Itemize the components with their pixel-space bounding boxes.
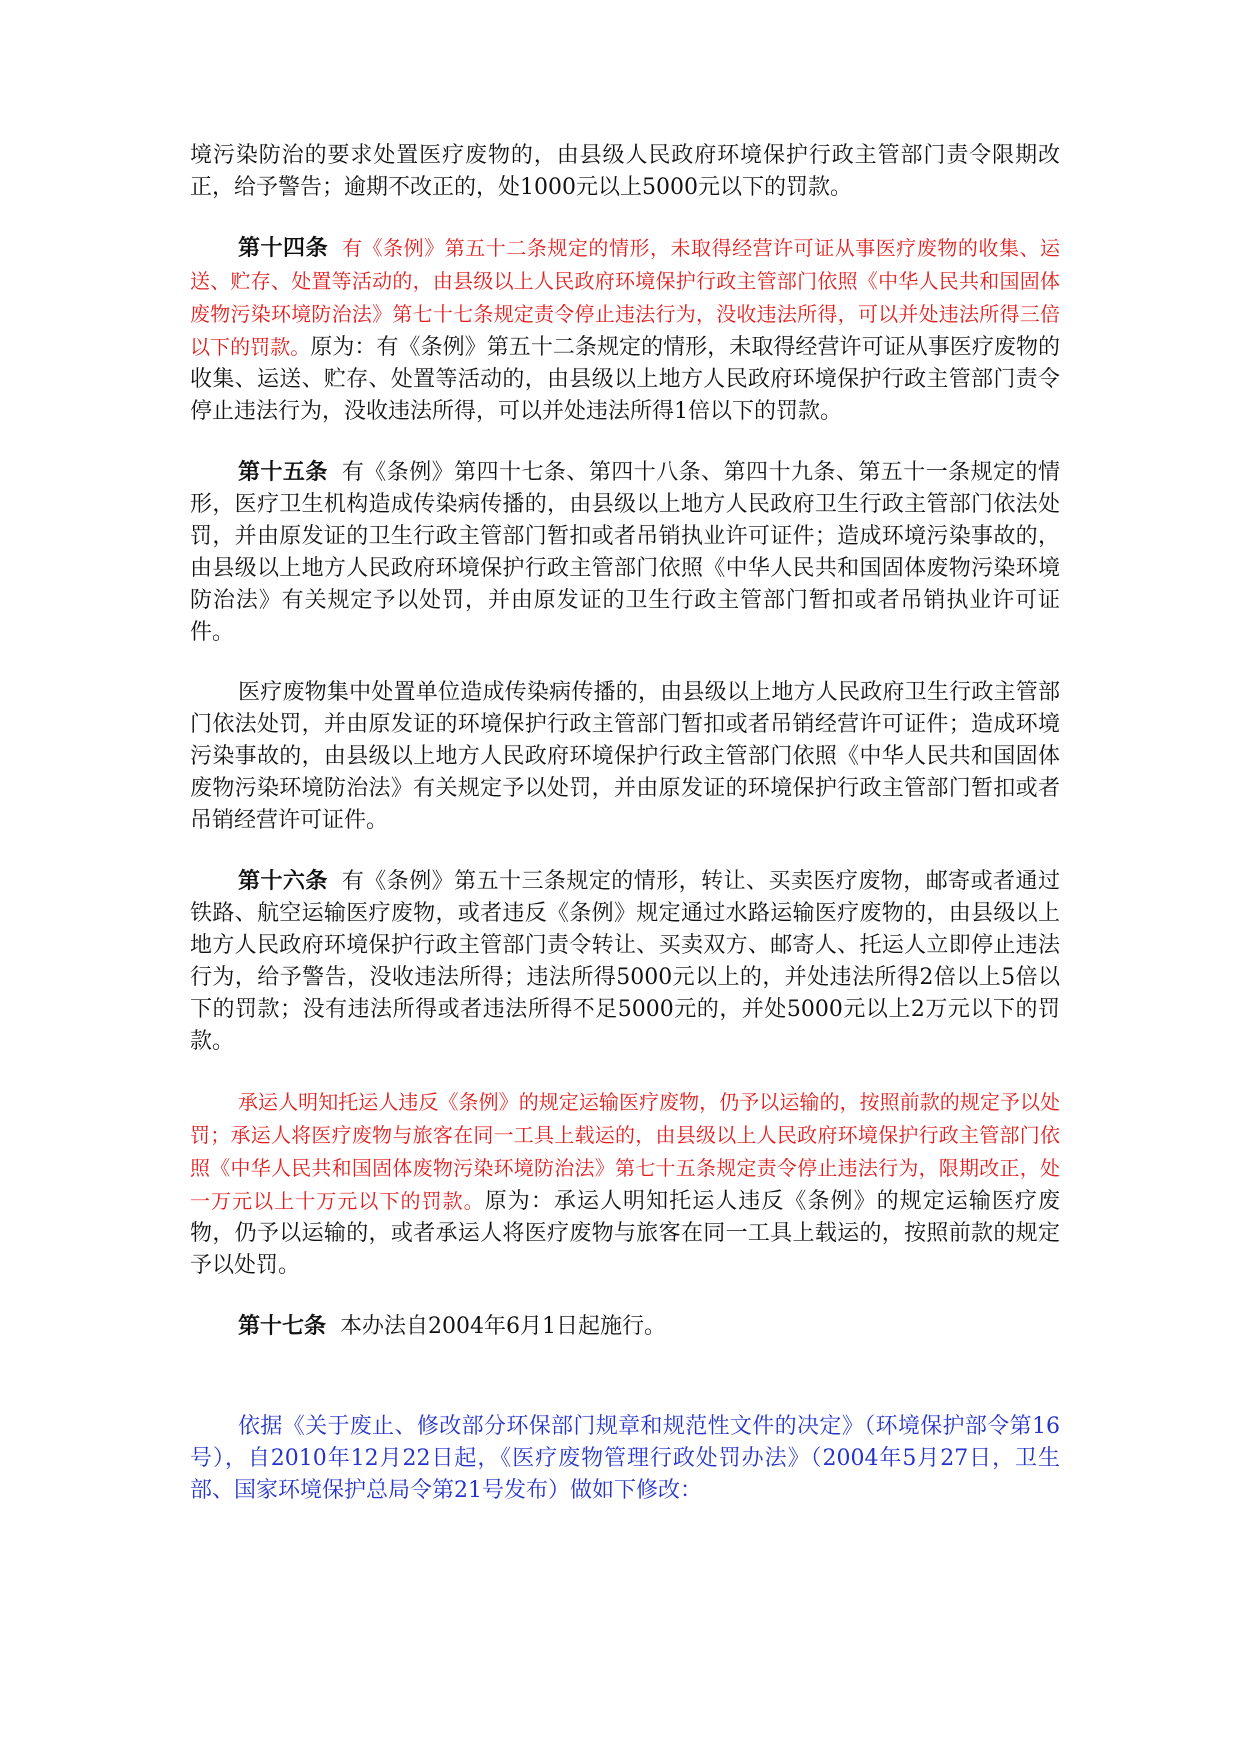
amendment-note: 依据《关于废止、修改部分环保部门规章和规范性文件的决定》（环境保护部令第16号），自2010年12月22日起，《医疗废物管理行政处罚办法》（2004年5月27日，卫生部、国家环境保护总局令第21号发布）做如下修改：	[190, 1414, 1060, 1503]
spacer	[190, 1371, 1060, 1411]
document-page	[190, 140, 1060, 1535]
article-15	[190, 456, 1060, 649]
article-17	[190, 1310, 1060, 1343]
paragraph-continuation: 境污染防治的要求处置医疗废物的，由县级人民政府环境保护行政主管部门责令限期改正，给予警告；逾期不改正的，处1000元以上5000元以下的罚款。	[190, 143, 1060, 200]
article-14	[190, 232, 1060, 428]
article-17-heading: 第十七条	[238, 1313, 327, 1339]
article-15-paragraph-2: 医疗废物集中处置单位造成传染病传播的，由县级以上地方人民政府卫生行政主管部门依法处罚，并由原发证的环境保护行政主管部门暂扣或者吊销经营许可证件；造成环境污染事故的，由县级以上地方人民政府环境保护行政主管部门依照《中华人民共和国固体废物污染环境防治法》有关规定予以处罚，并由原发证的环境保护行政主管部门暂扣或者吊销经营许可证件。	[190, 680, 1060, 833]
article-15-text: 有《条例》第四十七条、第四十八条、第四十九条、第五十一条规定的情形，医疗卫生机构造成传染病传播的，由县级以上地方人民政府卫生行政主管部门依法处罚，并由原发证的卫生行政主管部门暂扣或者吊销执业许可证件；造成环境污染事故的，由县级以上地方人民政府环境保护行政主管部门依照《中华人民共和国固体废物污染环境防治法》有关规定予以处罚，并由原发证的卫生行政主管部门暂扣或者吊销执业许可证件。	[190, 460, 1060, 645]
article-16-text: 有《条例》第五十三条规定的情形，转让、买卖医疗废物，邮寄或者通过铁路、航空运输医疗废物，或者违反《条例》规定通过水路运输医疗废物的，由县级以上地方人民政府环境保护行政主管部门责令转让、买卖双方、邮寄人、托运人立即停止违法行为，给予警告，没收违法所得；违法所得5000元以上的，并处违法所得2倍以上5倍以下的罚款；没有违法所得或者违法所得不足5000元的，并处5000元以上2万元以下的罚款。	[190, 869, 1060, 1054]
article-14-heading: 第十四条	[238, 235, 329, 261]
article-17-text: 本办法自2004年6月1日起施行。	[340, 1314, 666, 1339]
article-15-heading: 第十五条	[238, 459, 328, 485]
article-14-amended-text: 有《条例》第五十二条规定的情形，未取得经营许可证从事医疗废物的收集、运送、贮存、处置等活动的，由县级以上人民政府环境保护行政主管部门依照《中华人民共和国固体废物污染环境防治法》第七十七条规定责令停止违法行为，没收违法所得，可以并处违法所得三倍以下的罚款。	[190, 236, 1060, 359]
article-16-heading: 第十六条	[238, 868, 328, 894]
article-16-paragraph-2	[190, 1086, 1060, 1282]
article-14-original-text: 原为：有《条例》第五十二条规定的情形，未取得经营许可证从事医疗废物的收集、运送、贮存、处置等活动的，由县级以上地方人民政府环境保护行政主管部门责令停止违法行为，没收违法所得，可以并处违法所得1倍以下的罚款。	[190, 335, 1060, 424]
article-16	[190, 865, 1060, 1058]
article-16-original-text: 原为：承运人明知托运人违反《条例》的规定运输医疗废物，仍予以运输的，或者承运人将医疗废物与旅客在同一工具上载运的，按照前款的规定予以处罚。	[190, 1189, 1060, 1278]
article-16-amended-text: 承运人明知托运人违反《条例》的规定运输医疗废物，仍予以运输的，按照前款的规定予以处罚；承运人将医疗废物与旅客在同一工具上载运的，由县级以上人民政府环境保护行政主管部门依照《中华人民共和国固体废物污染环境防治法》第七十五条规定责令停止违法行为，限期改正，处一万元以上十万元以下的罚款。	[190, 1090, 1060, 1213]
